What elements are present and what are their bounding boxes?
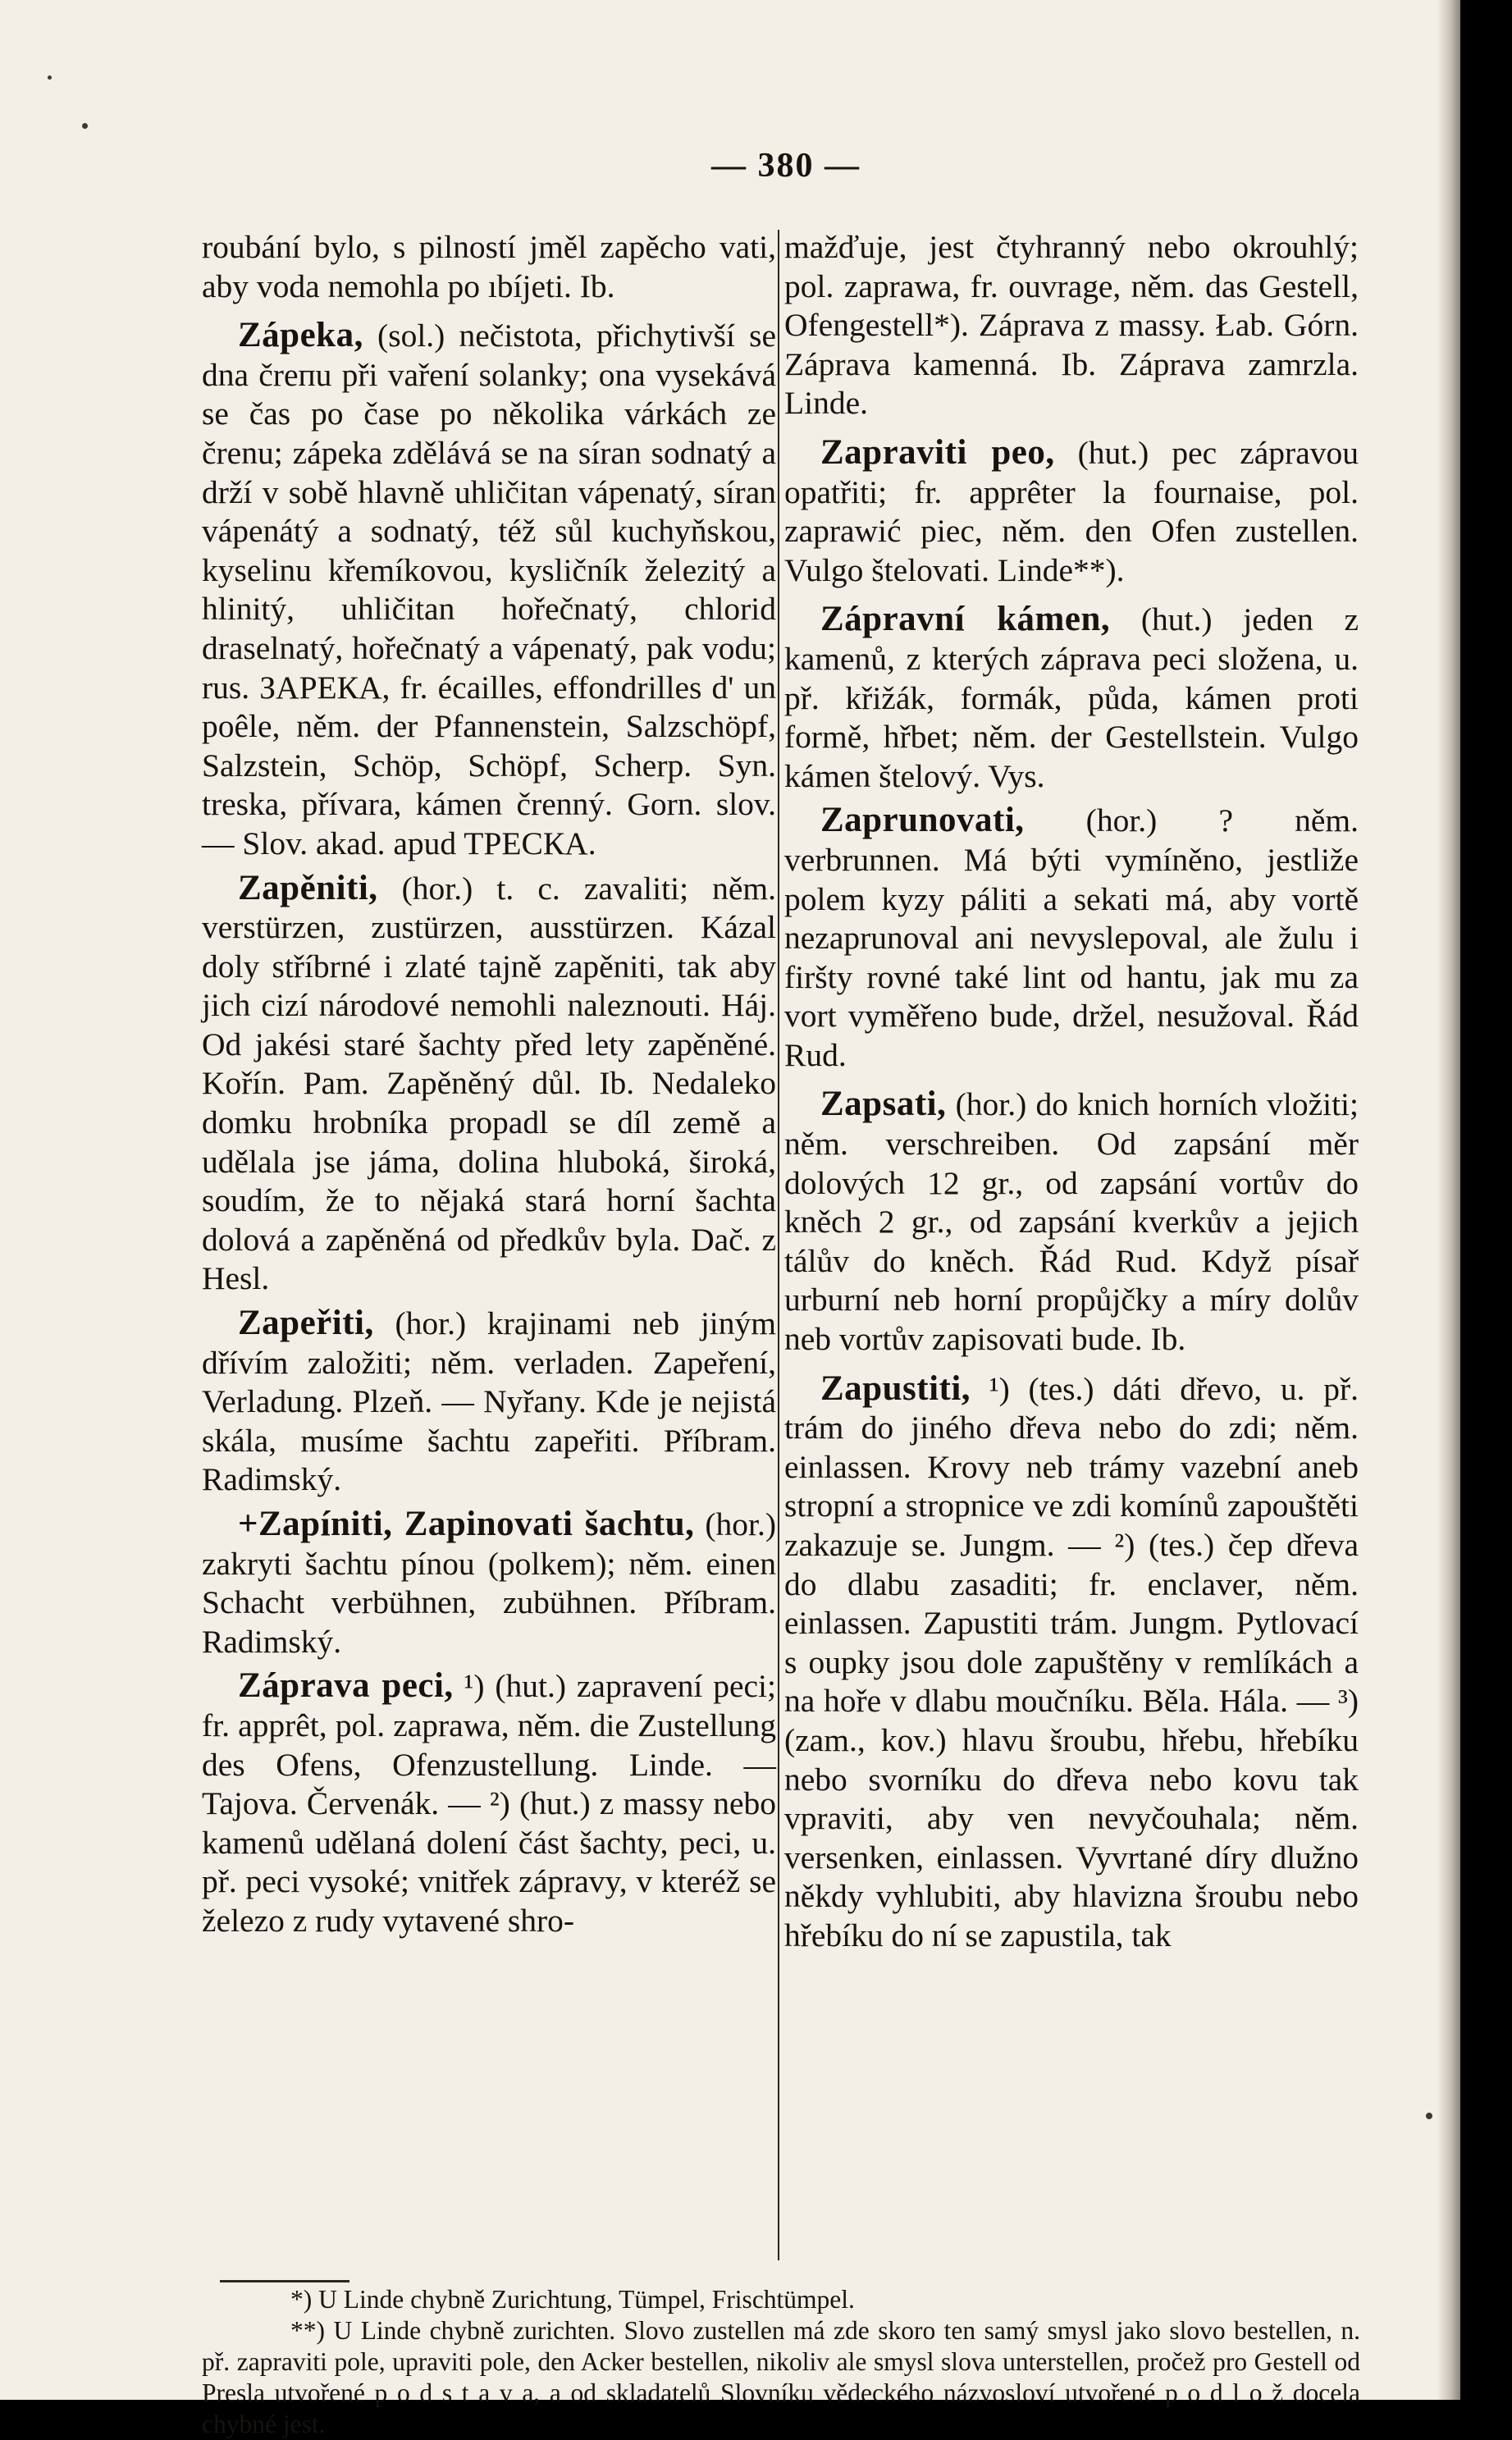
entry-text: (hor.) ? něm. verbrunnen. Má býti vymíněno, jestliže polem kyzy páliti a sekati má, aby vortě nezaprunoval ani nevyslepoval, ale žulu i firšty rovné také lint od hantu, jak mu za vort vyměřeno bude, držel, nesužoval. Řád Rud. [784, 802, 1359, 1073]
dictionary-entry [784, 1369, 1359, 1956]
page-number: — 380 — [711, 147, 861, 185]
entry-text: (hut.) pec zápravou opatřiti; fr. apprêter la fournaise, pol. zaprawić piec, něm. den Ofen zustellen. Vulgo štelovati. Linde**). [784, 434, 1359, 588]
dictionary-entry [784, 801, 1359, 1075]
dictionary-entry [784, 1085, 1359, 1359]
dictionary-entry [202, 1666, 776, 1940]
footnote: **) U Linde chybně zurichten. Slovo zustellen má zde skoro ten samý smysl jako slovo bestellen, n. př. zapraviti pole, upraviti pole, den Acker bestellen, nikoliv ale smysl slova unterstellen, pročež pro Gestell od Presla utvořené p o d s t a v a, a od skladatelů Slovníku vědeckého názvosloví utvořené p o d l o ž docela chybné jest. [202, 2316, 1360, 2438]
left-column [202, 228, 776, 1941]
right-column [784, 228, 1359, 1956]
entry-headword: Zapraviti peo, [820, 432, 1055, 472]
scan-speck [1426, 2113, 1432, 2119]
entry-text: (hor.) t. c. zavaliti; něm. verstürzen, zustürzen, ausstürzen. Kázal doly stříbrné i zlaté tajně zapěniti, tak aby jich cizí národové nemohli naleznouti. Háj. Od jakési staré šachty před lety zapěněné. Kořín. Pam. Zapěněný důl. Ib. Nedaleko domku hrobníka propadl se díl země a udělala jse jáma, dolina hluboká, široká, soudím, že to nějaká stará horní šachta dolová a zapěněná od předkův byla. Dač. z Hesl. [202, 870, 777, 1297]
entry-headword: Zapěniti, [238, 868, 378, 907]
scan-speck [82, 123, 88, 129]
entry-text: (hor.) do knich horních vložiti; něm. verschreiben. Od zapsání měr dolových 12 gr., od zapsání vortův do kněch 2 gr., od zapsání kverkův a jejich tálův do kněch. Řád Rud. Když písař urburní neb horní propůjčky a míry dolův neb vortův zapisovati bude. Ib. [784, 1086, 1359, 1358]
entry-headword: +Zapíniti, Zapinovati šachtu, [238, 1505, 695, 1543]
entry-headword: Zapustiti, [820, 1369, 971, 1408]
entry-text: (hut.) jeden z kamenů, z kterých záprava peci složena, u. př. křižák, formák, půda, kámen proti formě, hřbet; něm. der Gestellstein. Vulgo kámen štelový. Vys. [784, 601, 1359, 794]
entry-text: (hor.) krajinami neb jiným dřívím založiti; něm. verladen. Zapeření, Verladung. Plzeň. — Nyřany. Kde je nejistá skála, musíme šachtu zapeřiti. Příbram. Radimský. [202, 1305, 777, 1498]
continuation-text: mažďuje, jest čtyhranný nebo okrouhlý; pol. zaprawa, fr. ouvrage, něm. das Gestell, Ofengestell*). Záprava z massy. Łab. Górn. Záprava kamenná. Ib. Záprava zamrzla. Linde. [784, 229, 1359, 422]
entry-headword: Zapsati, [820, 1085, 947, 1124]
dictionary-entry [202, 1304, 776, 1500]
dictionary-entry [784, 600, 1359, 796]
entry-headword: Zapeřiti, [238, 1304, 374, 1343]
entry-text: ¹) (tes.) dáti dřevo, u. př. trám do jiného dřeva nebo do zdi; něm. einlassen. Krovy neb trámy vazební aneb stropní a stropnice ve zdi komínů zapouštěti zakazuje se. Jungm. — ²) (tes.) čep dřeva do dlabu zasaditi; fr. enclaver, něm. einlassen. Zapustiti trám. Jungm. Pytlovací s oupky jsou dole zapuštěny v remlíkách a na hoře v dlabu moučníku. Běla. Hála. — ³) (zam., kov.) hlavu šroubu, hřebu, hřebíku nebo svorníku do dřeva nebo kovu tak vpraviti, aby ven nevyčouhala; něm. versenken, einlassen. Vyvrtané díry dlužno někdy vyhlubiti, aby hlavizna šroubu nebo hřebíku do ní se zapustila, tak [784, 1370, 1359, 1953]
page-spine-shadow [1437, 0, 1460, 2400]
dictionary-entry [784, 433, 1359, 590]
entry-headword: Záprava peci, [238, 1666, 454, 1706]
entry-headword: Zaprunovati, [820, 801, 1025, 840]
entry-headword: Zápeka, [238, 316, 363, 355]
footnotes [202, 2284, 1360, 2440]
scan-speck [48, 75, 52, 80]
continuation-text: roubání bylo, s pilností jměl zapěcho vati, aby voda nemohla po ıbíjeti. Ib. [202, 229, 776, 304]
dictionary-entry [202, 316, 776, 863]
column-divider [778, 230, 779, 2260]
dictionary-entry [202, 1505, 776, 1661]
dictionary-entry [202, 869, 776, 1300]
entry-text: ¹) (hut.) zapravení peci; fr. apprêt, pol. zaprawa, něm. die Zustellung des Ofens, Ofenzustellung. Linde. — Tajova. Červenák. — ²) (hut.) z massy nebo kamenů udělaná dolení část šachty, peci, u. př. peci vysoké; vnitřek zápravy, v kteréž se železo z rudy vytavené shro- [202, 1668, 777, 1939]
entry-headword: Zápravní kámen, [820, 600, 1111, 639]
footnote: *) U Linde chybně Zurichtung, Tümpel, Frischtümpel. [290, 2285, 855, 2314]
entry-text: (hor.) zakryti šachtu pínou (polkem); něm. einen Schacht verbühnen, zubühnen. Příbram. Radimský. [202, 1506, 776, 1660]
footnote-rule [220, 2280, 349, 2282]
entry-text: (sol.) nečistota, přichytivší se dna čreпu při vaření solanky; ona vysekává se čas po čase po několika várkách ze črenu; zápeka zdělává se na síran sodnatý a drží v sobě hlavně uhličitan vápenatý, síran vápenátý a sodnatý, též sůl kuchyňskou, kyselinu křemíkovou, kysličník železitý a hlinitý, uhličitan hořečnatý, chlorid draselnatý, hořečnatý a vápenatý, pak vodu; rus. ЗАРЕКА, fr. écailles, effondrilles d' un poêle, něm. der Pfannenstein, Salzschöpf, Salzstein, Schöp, Schöpf, Scherp. Syn. treska, přívara, kámen črenný. Gorn. slov. — Slov. akad. apud TРЕСКА. [202, 318, 777, 861]
